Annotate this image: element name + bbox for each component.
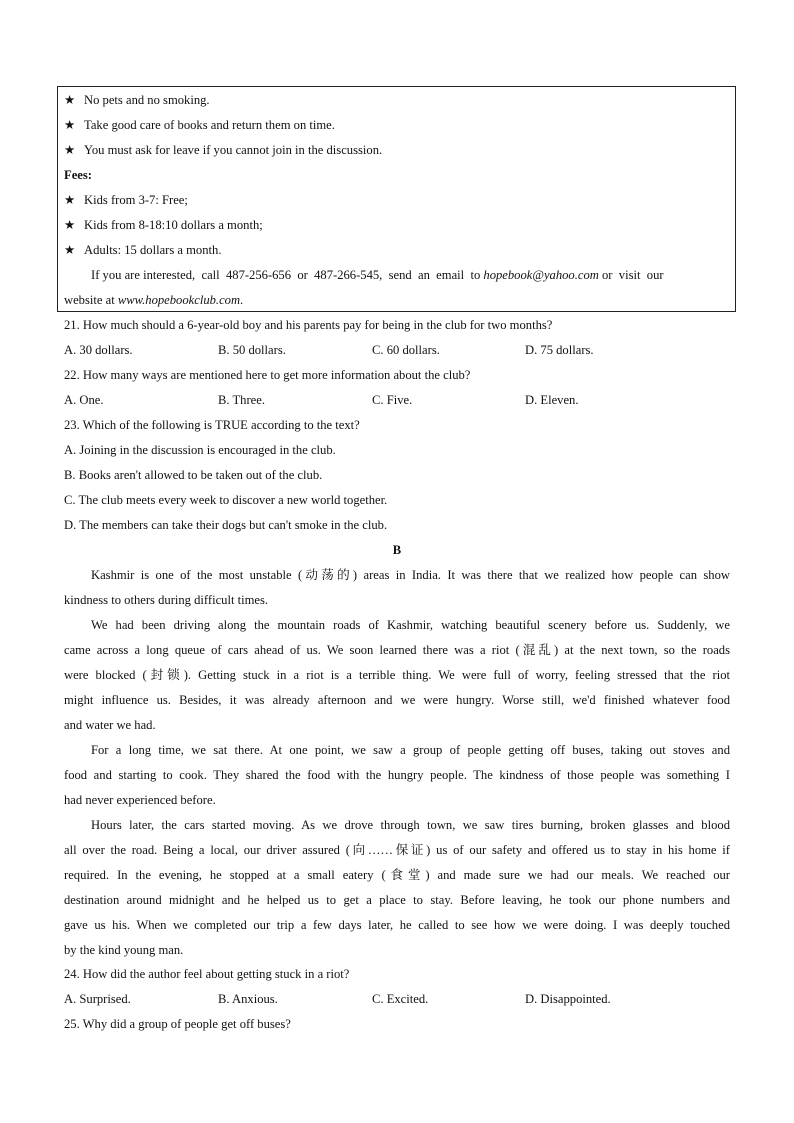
option-22-d[interactable]: D. Eleven. xyxy=(525,393,579,407)
fee-item: ★ Kids from 8-18:10 dollars a month; xyxy=(64,218,263,232)
star-icon: ★ xyxy=(64,93,76,107)
question-24: 24. How did the author feel about getting stuck in a riot? xyxy=(64,967,350,981)
passage-line: Hours later, the cars started moving. As we drove through town, we saw tires burning, broken glasses and blood xyxy=(91,818,730,832)
star-icon: ★ xyxy=(64,218,76,232)
star-icon: ★ xyxy=(64,193,76,207)
question-25: 25. Why did a group of people get off buses? xyxy=(64,1017,291,1031)
star-icon: ★ xyxy=(64,143,76,157)
passage-line: and water we had. xyxy=(64,718,156,732)
option-24-d[interactable]: D. Disappointed. xyxy=(525,992,611,1006)
passage-line: might influence us. Besides, it was already afternoon and we were hungry. Worse still, we'd finished whatever food xyxy=(64,693,730,707)
option-22-a[interactable]: A. One. xyxy=(64,393,104,407)
passage-line: kindness to others during difficult times. xyxy=(64,593,269,607)
passage-line: Kashmir is one of the most unstable (动荡的) areas in India. It was there that we realized how people can show xyxy=(91,568,730,582)
contact-line: If you are interested, call 487-256-656 or 487-266-545, send an email to hopebook@yahoo.com or visit our xyxy=(91,268,664,282)
passage-line: food and starting to cook. They shared the food with the hungry people. The kindness of those people was something I xyxy=(64,768,730,782)
question-23: 23. Which of the following is TRUE according to the text? xyxy=(64,418,360,432)
passage-line: gave us his. When we completed our trip a few days later, he called to see how we were doing. I was deeply touched xyxy=(64,918,730,932)
contact-line: website at www.hopebookclub.com. xyxy=(64,293,244,307)
option-23-d[interactable]: D. The members can take their dogs but can't smoke in the club. xyxy=(64,518,388,532)
star-icon: ★ xyxy=(64,118,76,132)
email-address[interactable]: hopebook@yahoo.com xyxy=(483,268,599,282)
passage-line: required. In the evening, he stopped at a small eatery (食堂) and made sure we had our meals. We reached our xyxy=(64,868,730,882)
passage-line: all over the road. Being a local, our driver assured (向……保证) us of our safety and offered us to stay in his home if xyxy=(64,843,730,857)
fees-heading: Fees: xyxy=(64,168,92,182)
rule-item: ★ No pets and no smoking. xyxy=(64,93,210,107)
passage-line: came across a long queue of cars ahead of us. We soon learned there was a riot (混乱) at the next town, so the roads xyxy=(64,643,730,657)
rule-item: ★ You must ask for leave if you cannot join in the discussion. xyxy=(64,143,383,157)
option-24-b[interactable]: B. Anxious. xyxy=(218,992,278,1006)
website-link[interactable]: www.hopebookclub.com xyxy=(117,293,241,307)
passage-line: by the kind young man. xyxy=(64,943,184,957)
option-21-d[interactable]: D. 75 dollars. xyxy=(525,343,594,357)
fee-item: ★ Kids from 3-7: Free; xyxy=(64,193,188,207)
option-21-c[interactable]: C. 60 dollars. xyxy=(372,343,440,357)
option-24-a[interactable]: A. Surprised. xyxy=(64,992,131,1006)
passage-line: were blocked (封锁). Getting stuck in a riot is a terrible thing. We were full of worry, feeling stressed that the riot xyxy=(64,668,730,682)
option-23-c[interactable]: C. The club meets every week to discover a new world together. xyxy=(64,493,388,507)
option-23-b[interactable]: B. Books aren't allowed to be taken out of the club. xyxy=(64,468,323,482)
fee-item: ★ Adults: 15 dollars a month. xyxy=(64,243,222,257)
section-b-heading: B xyxy=(392,543,402,557)
option-21-b[interactable]: B. 50 dollars. xyxy=(218,343,286,357)
option-22-c[interactable]: C. Five. xyxy=(372,393,413,407)
option-24-c[interactable]: C. Excited. xyxy=(372,992,429,1006)
star-icon: ★ xyxy=(64,243,76,257)
passage-line: For a long time, we sat there. At one point, we saw a group of people getting off buses, taking out stoves and xyxy=(91,743,730,757)
question-22: 22. How many ways are mentioned here to get more information about the club? xyxy=(64,368,471,382)
passage-line: We had been driving along the mountain roads of Kashmir, watching beautiful scenery before us. Suddenly, we xyxy=(91,618,730,632)
question-21: 21. How much should a 6-year-old boy and his parents pay for being in the club for two months? xyxy=(64,318,553,332)
passage-line: destination around midnight and he helped us to get a place to stay. Before leaving, he took our phone numbers and xyxy=(64,893,730,907)
passage-line: had never experienced before. xyxy=(64,793,216,807)
option-23-a[interactable]: A. Joining in the discussion is encouraged in the club. xyxy=(64,443,336,457)
option-22-b[interactable]: B. Three. xyxy=(218,393,265,407)
option-21-a[interactable]: A. 30 dollars. xyxy=(64,343,133,357)
rule-item: ★ Take good care of books and return them on time. xyxy=(64,118,335,132)
